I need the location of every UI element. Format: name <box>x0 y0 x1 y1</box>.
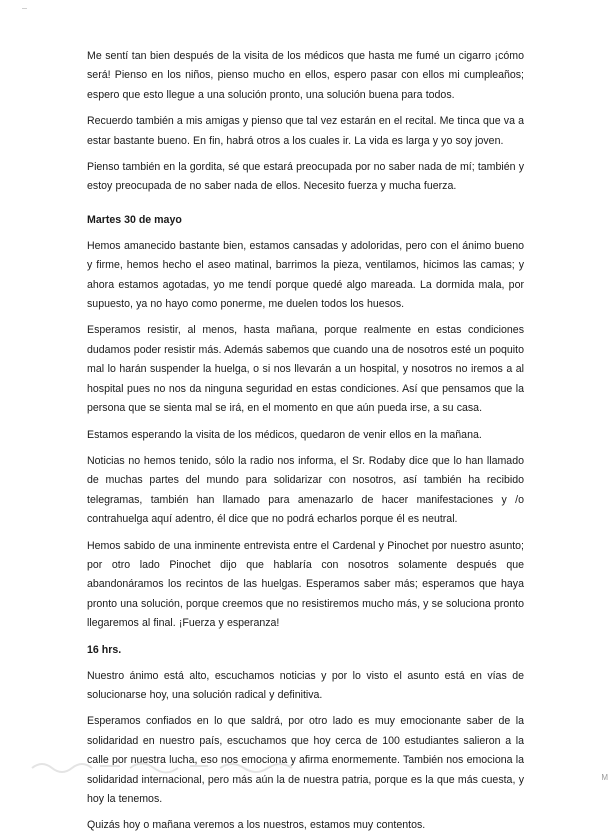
paragraph-gordita: Pienso también en la gordita, sé que estará preocupada por no saber nada de mí; también y estoy preocupada de no saber nada de ellos. Necesito fuerza y mucha fuerza. <box>87 161 524 193</box>
heading-16-hrs: 16 hrs. <box>87 643 122 656</box>
paragraph-amigas: Recuerdo también a mis amigas y pienso que tal vez estarán en el recital. Me tinca que va a estar bastante bueno. En fin, habrá otros a los cuales ir. La vida es larga y yo soy joven. <box>87 115 524 147</box>
corner-page-mark: M <box>601 773 608 782</box>
paragraph-amanecido: Hemos amanecido bastante bien, estamos cansadas y adoloridas, pero con el ánimo bueno y firme, hemos hecho el aseo matinal, barrimos la pieza, ventilamos, hicimos las camas; y ahora estamos agotadas, yo me tendí porque quedé algo mareada. La dormida mala, por supuesto, ya no hayo como ponerme, me duelen todos los huesos. <box>87 239 524 311</box>
document-body <box>87 47 524 836</box>
paragraph-visita-medicos: Estamos esperando la visita de los médicos, quedaron de venir ellos en la mañana. <box>87 428 482 441</box>
paragraph-cardenal-pinochet: Hemos sabido de una inminente entrevista entre el Cardenal y Pinochet por nuestro asunto; por otro lado Pinochet dijo que hablaría con nosotros solamente después que abandonáramos los recintos de las huelgas. Esperamos saber más; esperamos que haya pronto una solución, porque creemos que no resistiremos mucho más, y se soluciona pronto llegaremos al final. ¡Fuerza y esperanza! <box>87 539 524 630</box>
paragraph-noticias: Noticias no hemos tenido, sólo la radio nos informa, el Sr. Rodaby dice que lo han llamado de muchas partes del mundo para solidarizar con nosotros, así también ha recibido telegramas, también han llamado para amenazarlo de hacer manifestaciones y /o contrahuelga aquí adentro, él dice que no podrá echarlos porque él es neutral. <box>87 454 524 526</box>
scan-mark <box>22 8 27 9</box>
heading-martes-30-mayo: Martes 30 de mayo <box>87 213 182 226</box>
faint-bleedthrough-text <box>30 756 360 780</box>
paragraph-solidaridad: Esperamos confiados en lo que saldrá, por otro lado es muy emocionante saber de la solidaridad en nuestro país, escuchamos que hoy cerca de 100 estudiantes salieron a la calle por nuestra lucha, eso nos emociona y afirma enormemente. También nos emociona la solidaridad internacional, pero más aún la de nuestra patria, porque es la que más cuesta, y hoy la tenemos. <box>87 715 524 805</box>
bleedthrough-scribble <box>30 756 360 776</box>
paragraph-resistir: Esperamos resistir, al menos, hasta mañana, porque realmente en estas condiciones dudamos poder resistir más. Además sabemos que cuando una de nosotros esté un poquito mal lo harán suspender la huelga, o si nos llevarán a un hospital, y nosotros no iremos a al hospital pues no nos da ninguna seguridad en estas condiciones. Así que pensamos que la persona que se sienta mal se irá, en el momento en que aún pueda irse, a su casa. <box>87 324 524 415</box>
paragraph-animo-alto: Nuestro ánimo está alto, escuchamos noticias y por lo visto el asunto está en vías de solucionarse hoy, una solución radical y definitiva. <box>87 669 524 701</box>
paragraph-cigarro: Me sentí tan bien después de la visita de los médicos que hasta me fumé un cigarro ¡cómo será! Pienso en los niños, pienso mucho en ellos, espero pasar con ellos mi cumpleaños; espero que esto llegue a una solución pronto, una solución buena para todos. <box>87 50 524 101</box>
paragraph-quizas-hoy: Quizás hoy o mañana veremos a los nuestros, estamos muy contentos. <box>87 819 426 832</box>
